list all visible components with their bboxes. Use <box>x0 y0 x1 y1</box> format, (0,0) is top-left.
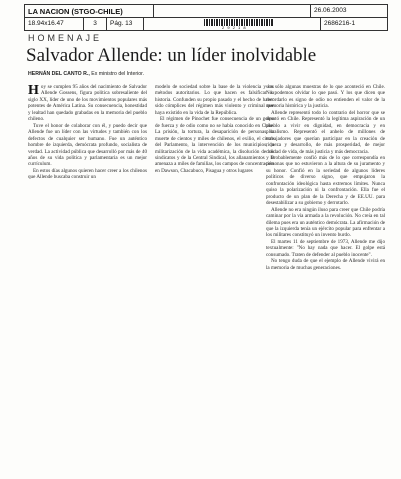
paragraph: Allende representó todo lo contrario del horror que se desató en Chile. Representó la legítima aspiración de un pueblo a vivir en dignidad, en democracia y en pluralismo. Representó el anhelo de millones de trabajadores que querían participar en la creación de riqueza y desarrollo, de más prosperidad, de mejor calidad de vida, de más justicia y más democracia. <box>266 109 385 155</box>
byline-name: HERNÁN DEL CANTO R., <box>28 71 90 77</box>
clipping-header <box>24 4 388 31</box>
paragraph: No tengo duda de que el ejemplo de Allende vivirá en la memoria de muchas generaciones. <box>266 258 385 271</box>
clip-date: 26.06.2003 <box>314 7 347 14</box>
paragraph: Allende no era ningún iluso para creer que Chile podría caminar por la vía armada a la revolución. No creía en tal dilema pues era un auténtico demócrata. La afirmación de que la izquierda tenía un ejército popular para enfrentar a los militares constituyó un invento burdo. <box>266 206 385 239</box>
paragraph: Probablemente confió más de lo que correspondía en personas que no estuvieron a la altura de su juramento y su honor. Confió en la seriedad de algunos líderes políticos de diverso signo, que empujaron la confrontación ideológica hasta extremos límites. Nunca quiso la polarización ni la confrontación. Ella fue el producto de un plan de la Derecha y de EE.UU. para desestabilizar a su gobierno y derrotarlo. <box>266 154 385 207</box>
paragraph: son sólo algunas muestras de lo que aconteció en Chile. No podemos olvidar lo que pasó. Y los que dicen que recordarlo es signo de odio no entienden el valor de la memoria histórica y la justicia. <box>266 84 385 110</box>
page-number: Pág. 13 <box>107 18 144 30</box>
paragraph: Hoy se cumplen 95 años del nacimiento de Salvador Allende Gossens, figura política sobresaliente del siglo XX, líder de uno de los movimientos populares más potentes de América Latina. Su consecuencia, honestidad y lealtad han quedado grabadas en la memoria del pueblo chileno. <box>28 83 147 123</box>
article-byline <box>28 71 144 77</box>
section-number: 3 <box>84 18 107 30</box>
barcode-cell <box>144 18 321 30</box>
article-column-1 <box>28 84 147 181</box>
paragraph: En estos días algunos quieren hacer creer a los chilenos que Allende buscaba construir un <box>28 167 147 181</box>
article-column-2 <box>155 84 274 174</box>
article-column-3 <box>266 84 385 271</box>
clip-size: 18.94x16.47 <box>25 18 84 30</box>
drop-cap: H <box>28 83 39 98</box>
barcode-digits: 2 9 2 1 8 <box>222 25 247 30</box>
paragraph: modelo de sociedad sobre la base de la violencia y los métodos autoritarios. Lo que hacen es falsificar la historia. Confunden su propio pasado y el hecho de haber sido cómplices del régimen más violento y criminal que haya existido en la vida de la República. <box>155 84 274 116</box>
clip-id: 2686216-1 <box>324 20 356 27</box>
paragraph: El régimen de Pinochet fue consecuencia de un golpe de fuerza y de odio como no se había conocido en Chile. La prisión, la tortura, la desaparición de personas, la muerte de cientos y miles de chilenos, el exilio, el cierre del Parlamento, la intervención de los municipios, la militarización de la vida académica, la disolución de los sindicatos y de la Central Sindical, los allanamientos y la amenaza a miles de familias, los campos de concentración en Dawson, Chacabuco, Pisagua y otros lugares <box>155 116 274 174</box>
article-kicker: HOMENAJE <box>28 33 103 43</box>
publication-name: LA NACION (STGO-CHILE) <box>25 5 154 17</box>
article-headline: Salvador Allende: un líder inolvidable <box>26 45 317 66</box>
paragraph: Tuve el honor de colaborar con él, y puedo decir que Allende fue un líder con las virtudes y también con los defectos de cualquier ser humano. Fue un auténtico hombre de izquierda, demócrata profundo, socialista de verdad. La actividad pública que desarrolló por más de 40 años de su vida política y parlamentaria es un mejor currículum. <box>28 122 147 168</box>
paragraph: El martes 11 de septiembre de 1973, Allende me dijo textualmente: "No hay nada que hacer. El golpe está consumado. Traten de defender al pueblo inocente". <box>266 238 385 258</box>
byline-role: Ex ministro del Interior. <box>91 71 144 77</box>
header-blank <box>154 5 311 17</box>
